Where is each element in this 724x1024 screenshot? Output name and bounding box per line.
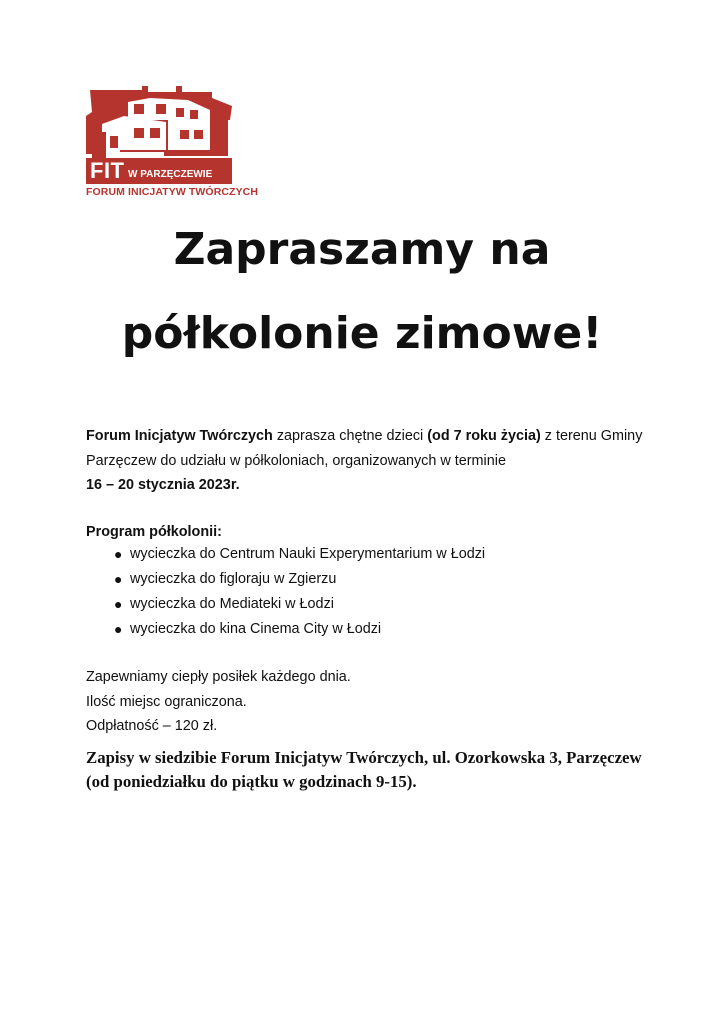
logo-fit-text: FIT bbox=[90, 158, 125, 183]
headline-line-1: Zapraszamy na bbox=[173, 224, 551, 275]
intro-paragraph bbox=[86, 424, 646, 498]
program-title: Program półkolonii: bbox=[86, 524, 222, 540]
fee-info: Odpłatność – 120 zł. bbox=[86, 718, 218, 734]
program-item-label: wycieczka do figloraju w Zgierzu bbox=[130, 571, 337, 587]
intro-text-1: zaprasza chętne dzieci bbox=[272, 428, 428, 444]
logo-subtitle: W PARZĘCZEWIE bbox=[128, 169, 213, 180]
program-list bbox=[86, 542, 485, 642]
list-item bbox=[86, 542, 485, 567]
meal-info: Zapewniamy ciepły posiłek każdego dnia. bbox=[86, 669, 351, 685]
bullet-icon: ● bbox=[114, 596, 123, 612]
bullet-icon: ● bbox=[114, 571, 123, 587]
org-name: Forum Inicjatyw Twórczych bbox=[86, 428, 273, 444]
list-item bbox=[86, 617, 485, 642]
program-item-label: wycieczka do Mediateki w Łodzi bbox=[130, 596, 334, 612]
age-requirement: (od 7 roku życia) bbox=[427, 428, 541, 444]
fit-logo bbox=[84, 84, 236, 200]
list-item bbox=[86, 567, 485, 592]
places-info: Ilość miejsc ograniczona. bbox=[86, 693, 247, 710]
signup-info: Zapisy w siedzibie Forum Inicjatyw Twórczych, ul. Ozorkowska 3, Parzęczew (od poniedziałku do piątku w godzinach 9-15). bbox=[86, 748, 642, 791]
event-dates: 16 – 20 stycznia 2023r. bbox=[86, 477, 240, 493]
intro-text-2: z terenu Gminy Parzęczew do udziału w półkoloniach, organizowanych w terminie bbox=[86, 428, 643, 469]
program-item-label: wycieczka do kina Cinema City w Łodzi bbox=[130, 621, 382, 637]
logo-caption: FORUM INICJATYW TWÓRCZYCH bbox=[86, 186, 259, 198]
headline-line-2: półkolonie zimowe! bbox=[121, 308, 603, 359]
program-item-label: wycieczka do Centrum Nauki Experymentarium w Łodzi bbox=[130, 546, 486, 562]
info-block bbox=[86, 665, 646, 739]
bullet-icon: ● bbox=[114, 621, 123, 637]
list-item bbox=[86, 592, 485, 617]
bullet-icon: ● bbox=[114, 546, 123, 562]
